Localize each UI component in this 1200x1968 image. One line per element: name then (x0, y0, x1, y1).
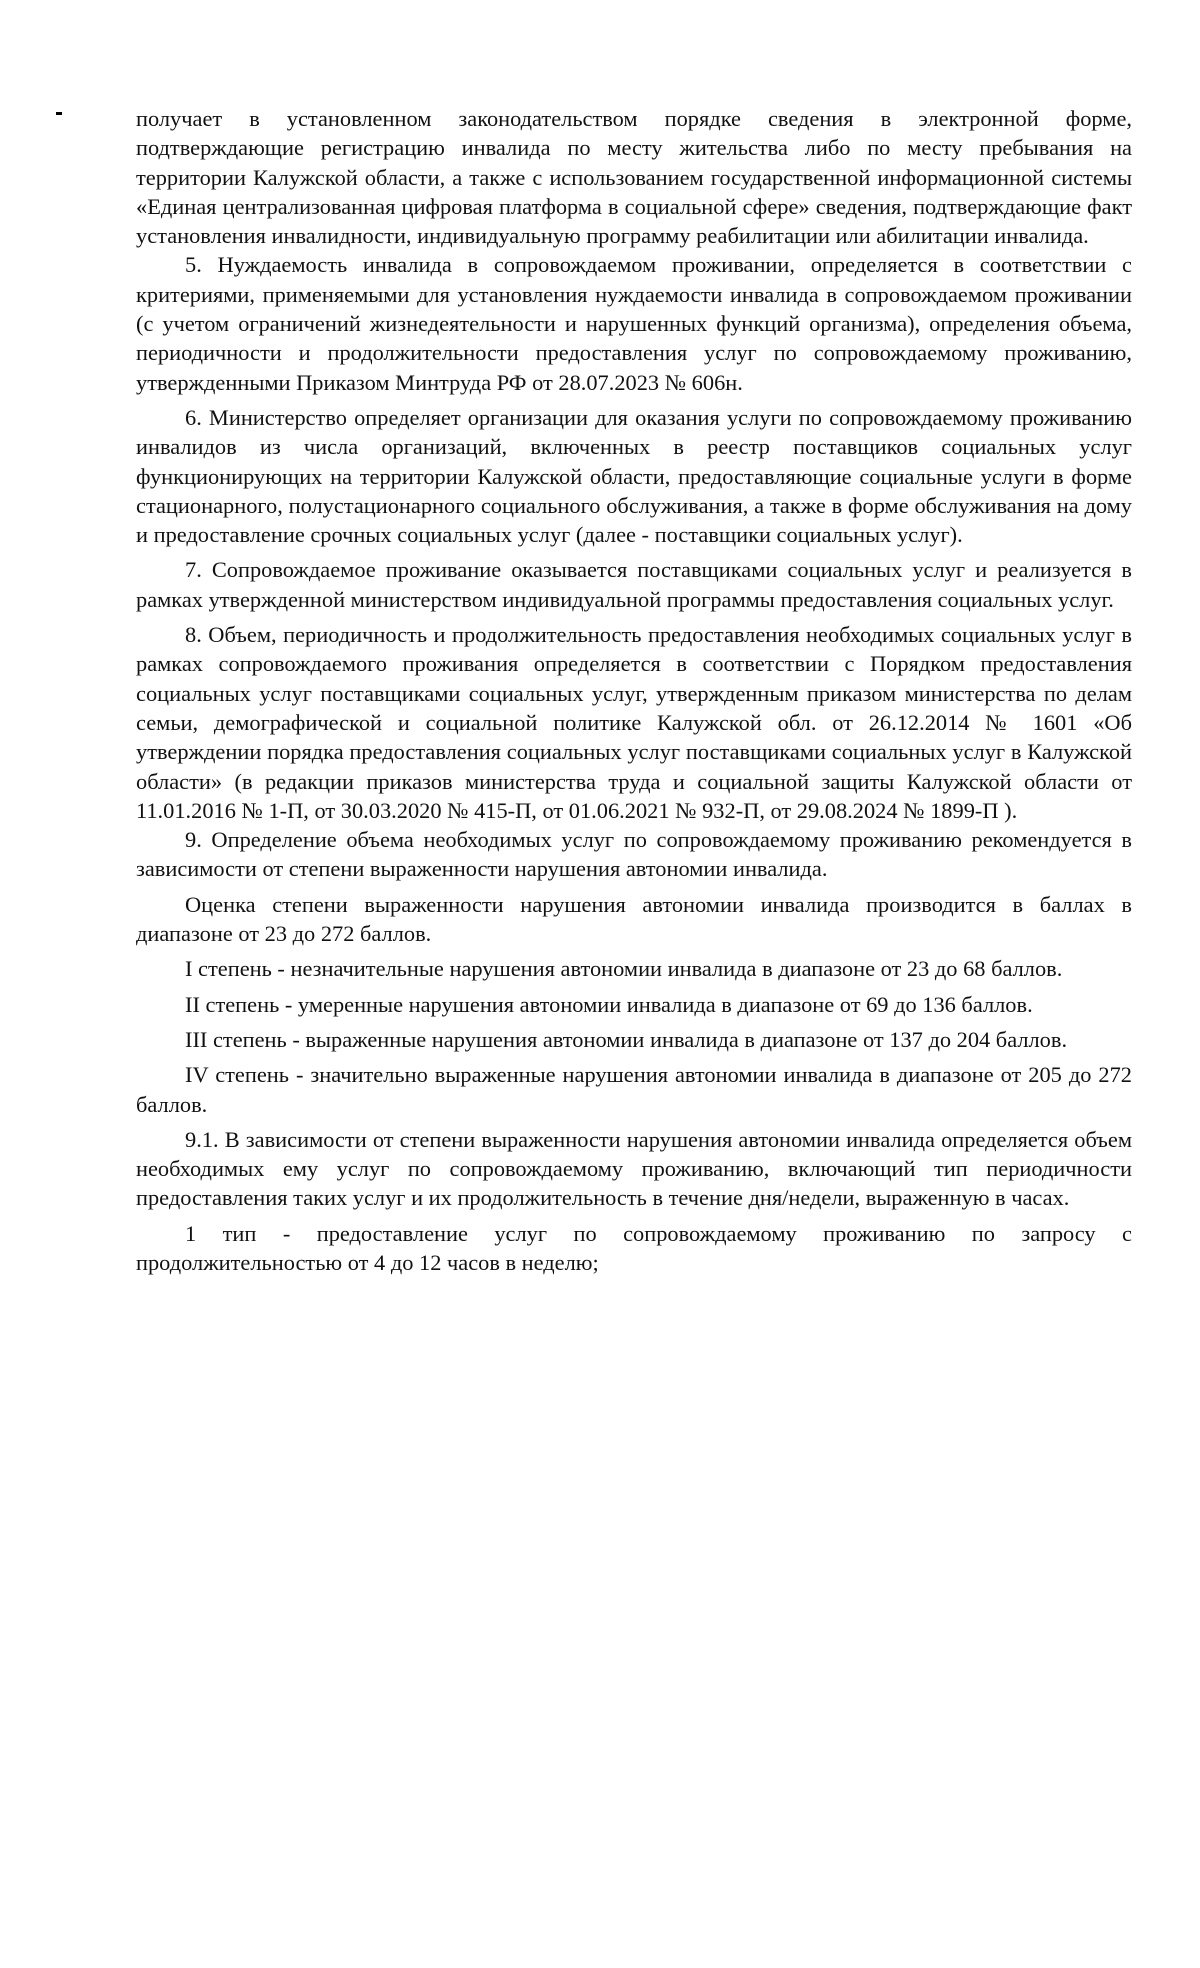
paragraph-type-1: 1 тип - предоставление услуг по сопровождаемому проживанию по запросу с продолжительностью от 4 до 12 часов в неделю; (136, 1220, 1132, 1275)
paragraph-8: 8. Объем, периодичность и продолжительность предоставления необходимых социальных услуг в рамках сопровождаемого проживания определяется в соответствии с Порядком предоставления социальных услуг поставщиками социальных услуг, утвержденным приказом министерства по делам семьи, демографической и социальной политике Калужской обл. от 26.12.2014 № 1601 «Об утверждении порядка предоставления социальных услуг поставщиками социальных услуг в Калужской области» (в редакции приказов министерства труда и социальной защиты Калужской области от 11.01.2016 № 1-П, от 30.03.2020 № 415-П, от 01.06.2021 № 932-П, от 29.08.2024 № 1899-П ). (136, 622, 1132, 823)
paragraph-degree-3: III степень - выраженные нарушения автономии инвалида в диапазоне от 137 до 204 баллов. (185, 1026, 1068, 1052)
paragraph-degree-4: IV степень - значительно выраженные нарушения автономии инвалида в диапазоне от 205 до 272 баллов. (136, 1062, 1132, 1117)
paragraph-continuation: получает в установленном законодательством порядке сведения в электронной форме, подтверждающие регистрацию инвалида по месту жительства либо по месту пребывания на территории Калужской области, а также с использованием государственной информационной системы «Единая централизованная цифровая платформа в социальной сфере» сведения, подтверждающие факт установления инвалидности, индивидуальную программу реабилитации или абилитации инвалида. (136, 106, 1132, 249)
scan-margin-mark (56, 112, 62, 115)
paragraph-6: 6. Министерство определяет организации для оказания услуги по сопровождаемому проживанию инвалидов из числа организаций, включенных в реестр поставщиков социальных услуг функционирующих на территории Калужской области, предоставляющие социальные услуги в форме стационарного, полустационарного социального обслуживания, а также в форме обслуживания на дому и предоставление срочных социальных услуг (далее - поставщики социальных услуг). (136, 404, 1132, 548)
paragraph-degree-2: II степень - умеренные нарушения автономии инвалида в диапазоне от 69 до 136 баллов. (185, 991, 1033, 1017)
paragraph-9-1: 9.1. В зависимости от степени выраженности нарушения автономии инвалида определяется объем необходимых ему услуг по сопровождаемому проживанию, включающий тип периодичности предоставления таких услуг и их продолжительность в течение дня/недели, выраженную в часах. (136, 1126, 1132, 1211)
document-body (136, 104, 1132, 1277)
paragraph-7: 7. Сопровождаемое проживание оказывается поставщиками социальных услуг и реализуется в рамках утвержденной министерством индивидуальной программы предоставления социальных услуг. (136, 557, 1132, 612)
paragraph-5: 5. Нуждаемость инвалида в сопровождаемом проживании, определяется в соответствии с критериями, применяемыми для установления нуждаемости инвалида в сопровождаемом проживании (с учетом ограничений жизнедеятельности и нарушенных функций организма), определения объема, периодичности и продолжительности предоставления услуг по сопровождаемому проживанию, утвержденными Приказом Минтруда РФ от 28.07.2023 № 606н. (136, 252, 1132, 395)
paragraph-degree-1: I степень - незначительные нарушения автономии инвалида в диапазоне от 23 до 68 баллов. (185, 956, 1063, 982)
paragraph-assessment: Оценка степени выраженности нарушения автономии инвалида производится в баллах в диапазоне от 23 до 272 баллов. (136, 891, 1132, 947)
paragraph-9: 9. Определение объема необходимых услуг по сопровождаемому проживанию рекомендуется в зависимости от степени выраженности нарушения автономии инвалида. (136, 827, 1132, 882)
